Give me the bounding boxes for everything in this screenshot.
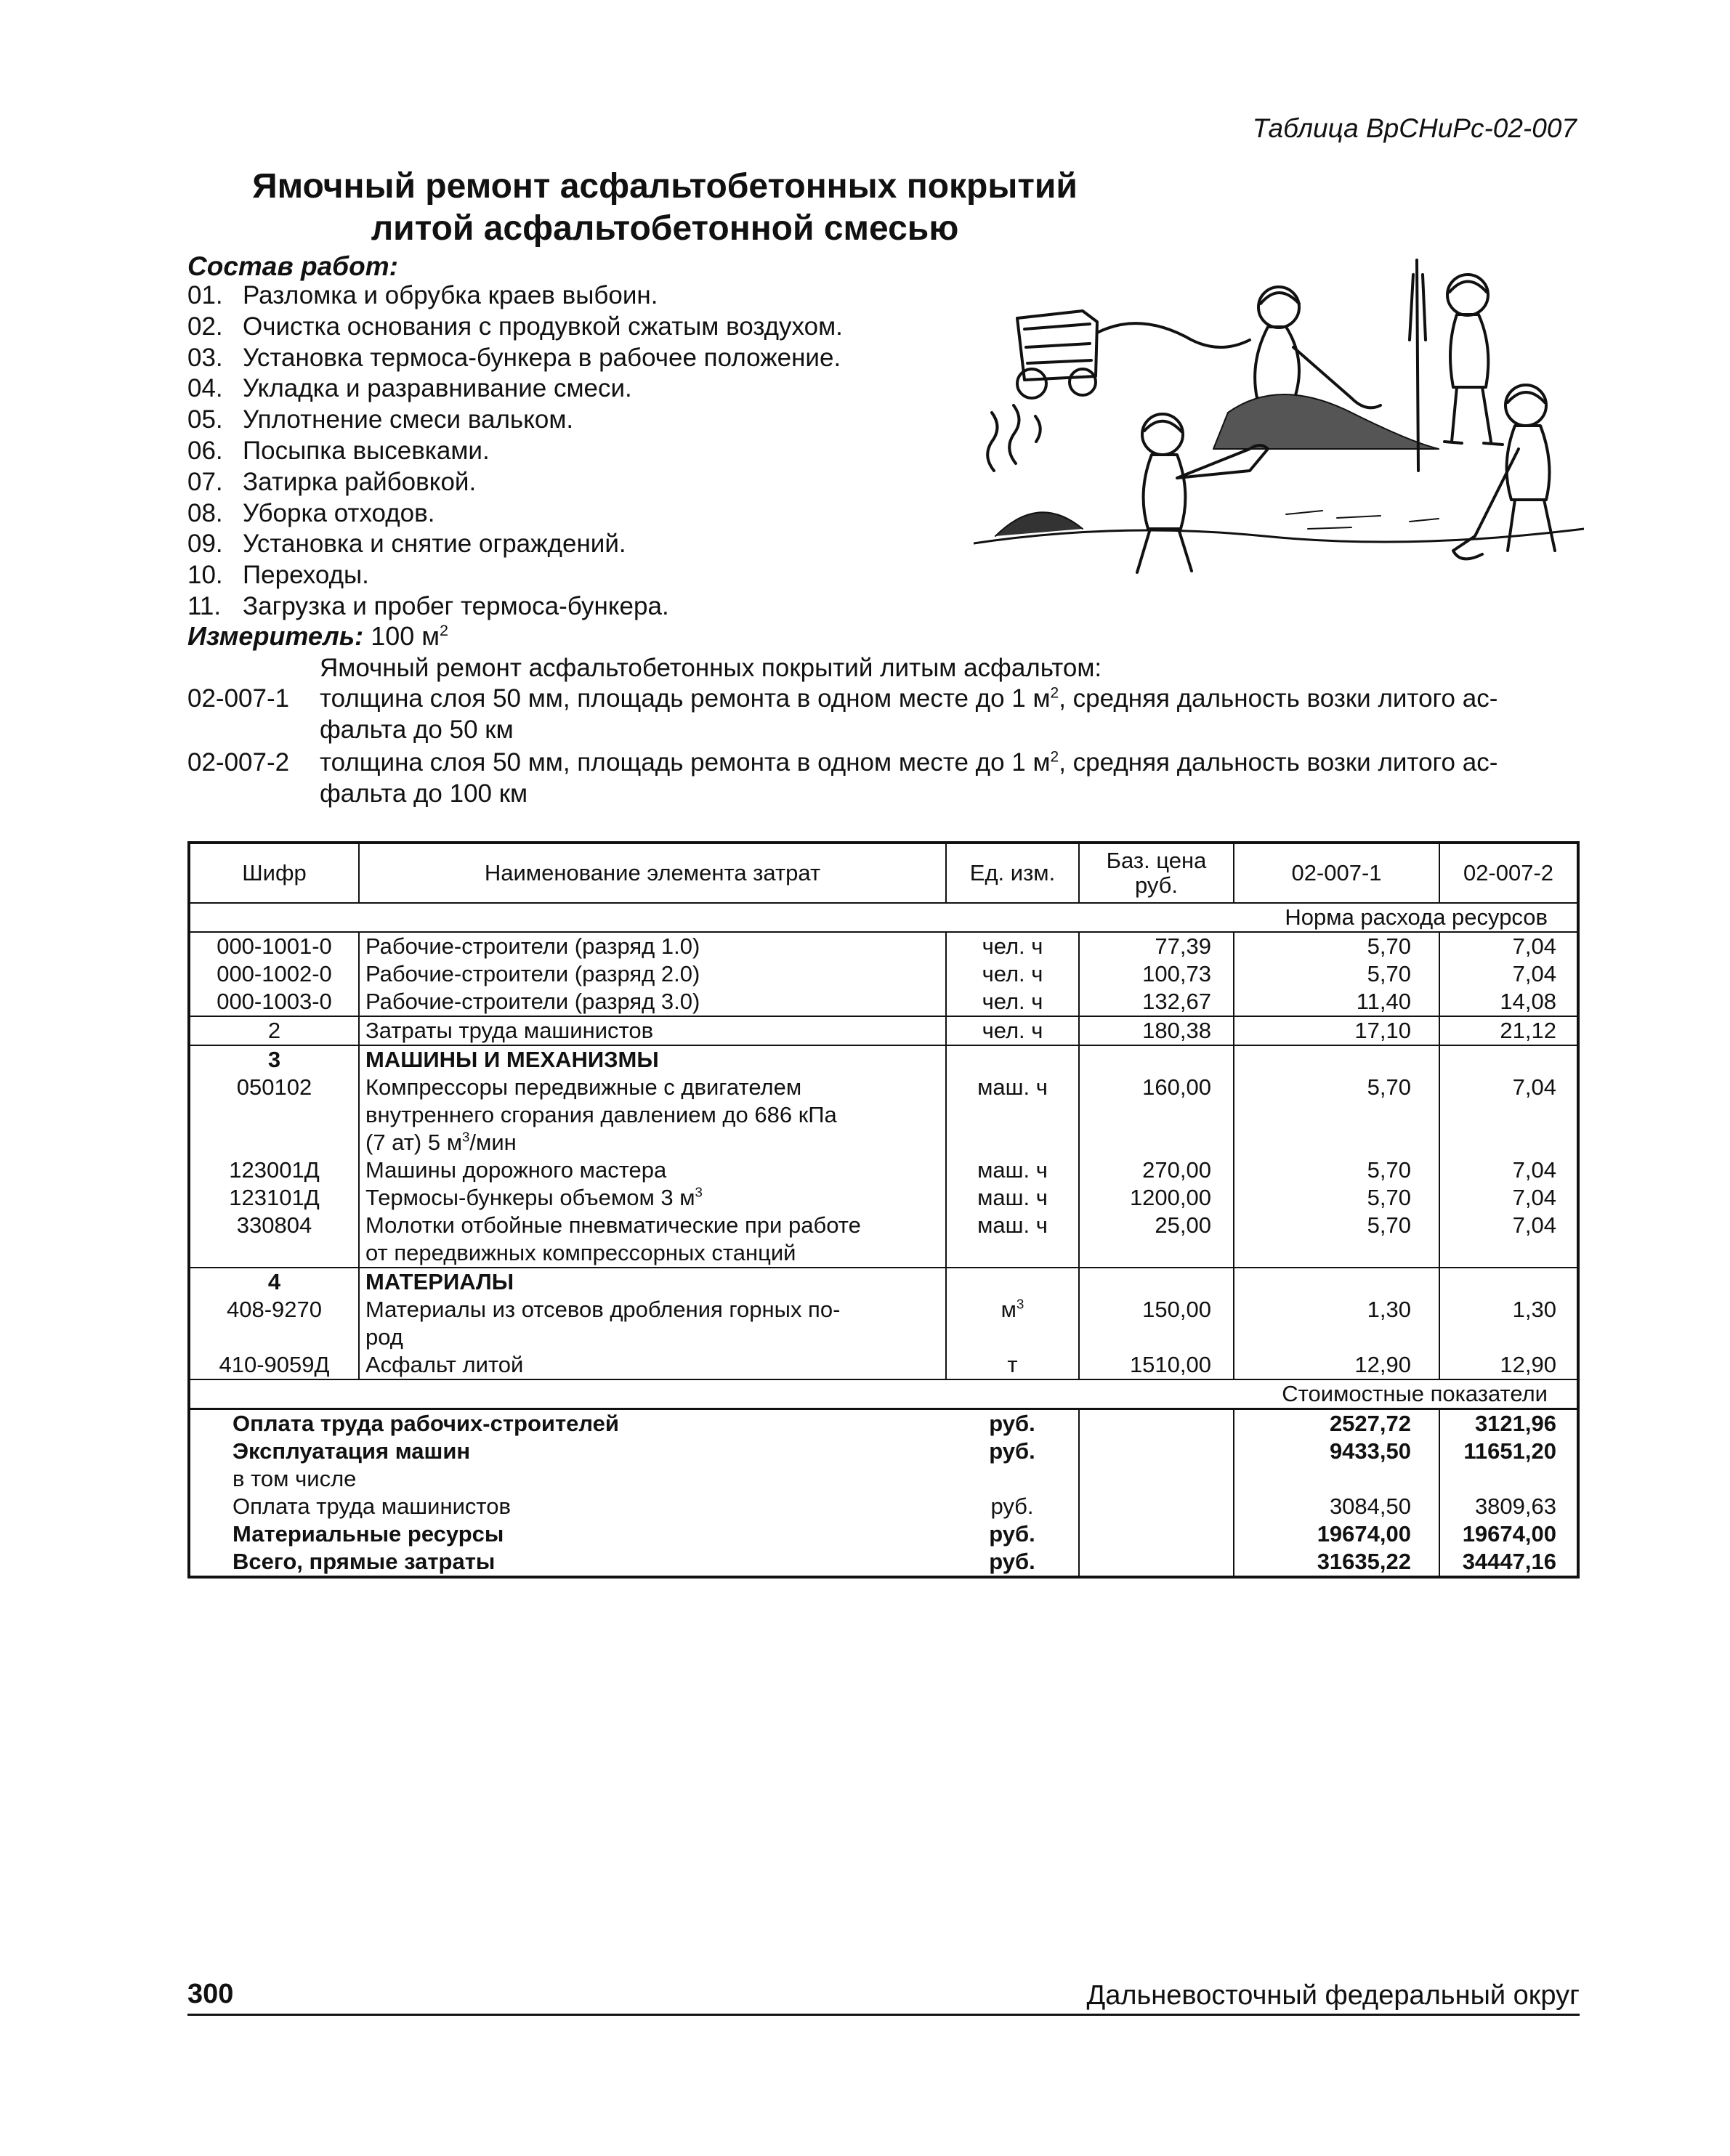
table-row	[189, 1212, 1578, 1268]
row-price: 270,00	[1079, 1156, 1234, 1184]
total-value-1: 9433,50	[1234, 1438, 1439, 1465]
title-line-2: литой асфальтобетонной смесью	[371, 209, 959, 248]
variants-intro: Ямочный ремонт асфальтобетонных покрытий литым асфальтом:	[320, 654, 1102, 682]
row-value-2: 14,08	[1439, 988, 1578, 1016]
variant-line-1a: толщина слоя 50 мм, площадь ремонта в одном месте до 1 м	[320, 684, 1051, 713]
group-name: МАШИНЫ И МЕХАНИЗМЫ	[359, 1045, 946, 1074]
total-value-1: 31635,22	[1234, 1548, 1439, 1577]
table-header-row	[189, 843, 1578, 903]
total-value-1: 3084,50	[1234, 1493, 1439, 1520]
row-price: 1510,00	[1079, 1351, 1234, 1379]
empty-cell	[1079, 1493, 1234, 1520]
work-number: 04.	[187, 374, 223, 403]
variant-sup: 2	[1050, 748, 1059, 766]
table-row	[189, 988, 1578, 1016]
row-code: 000-1002-0	[189, 960, 359, 988]
footer-region: Дальневосточный федеральный округ	[1086, 1980, 1580, 2011]
row-unit: маш. ч	[946, 1212, 1079, 1268]
work-number: 06.	[187, 436, 223, 465]
measurement-unit	[187, 621, 448, 652]
work-text: Уборка отходов.	[243, 498, 435, 527]
table-row	[189, 1074, 1578, 1156]
table-row	[189, 1156, 1578, 1184]
work-number: 09.	[187, 530, 223, 559]
total-value-2	[1439, 1465, 1578, 1493]
row-name-tail: /мин	[469, 1130, 517, 1155]
row-name-text: (7 ат) 5 м	[365, 1130, 463, 1155]
work-item	[187, 436, 843, 467]
total-value-1: 19674,00	[1234, 1520, 1439, 1548]
group-heading-row	[189, 1268, 1578, 1296]
empty-cell	[1234, 1268, 1439, 1296]
row-name-line	[365, 1101, 939, 1129]
work-item	[187, 560, 843, 591]
work-text: Очистка основания с продувкой сжатым воздухом.	[243, 312, 843, 341]
empty-cell	[1079, 1438, 1234, 1465]
row-value-1: 11,40	[1234, 988, 1439, 1016]
section-spacer	[189, 903, 1234, 932]
footer-rule	[187, 2014, 1580, 2016]
work-number: 02.	[187, 312, 223, 341]
row-name-line	[365, 1296, 939, 1324]
row-name-line	[365, 1074, 939, 1101]
work-item	[187, 405, 843, 436]
header-v2: 02-007-2	[1439, 843, 1578, 903]
row-name: Рабочие-строители (разряд 2.0)	[359, 960, 946, 988]
total-value-2: 3121,96	[1439, 1409, 1578, 1438]
row-code: 330804	[189, 1212, 359, 1268]
total-row	[189, 1409, 1578, 1438]
row-code: 123001Д	[189, 1156, 359, 1184]
row-name-sup: 3	[462, 1129, 470, 1145]
variant-line-1	[320, 747, 1584, 778]
header-unit: Ед. изм.	[946, 843, 1079, 903]
work-text: Установка и снятие ограждений.	[243, 530, 626, 559]
header-v1: 02-007-1	[1234, 843, 1439, 903]
work-item	[187, 529, 843, 560]
row-value-2: 1,30	[1512, 1297, 1556, 1322]
group-code: 3	[189, 1045, 359, 1074]
row-unit: чел. ч	[946, 988, 1079, 1016]
meter-label: Измеритель:	[187, 621, 364, 651]
work-text: Установка термоса-бункера в рабочее положение.	[243, 343, 841, 372]
page-number: 300	[187, 1979, 234, 2009]
row-name-line	[365, 1351, 939, 1379]
row-price: 77,39	[1079, 932, 1234, 960]
row-code: 123101Д	[189, 1184, 359, 1212]
row-name-text: внутреннего сгорания давлением до 686 кПа	[365, 1102, 837, 1127]
row-value-1: 5,70	[1234, 932, 1439, 960]
work-number: 08.	[187, 498, 223, 527]
row-name-text: Молотки отбойные пневматические при работе	[365, 1212, 861, 1238]
total-name: Эксплуатация машин	[233, 1438, 471, 1464]
section-label: Стоимостные показатели	[1234, 1379, 1578, 1409]
empty-cell	[1439, 1268, 1578, 1296]
row-unit: т	[946, 1351, 1079, 1379]
header-code: Шифр	[189, 843, 359, 903]
work-item	[187, 343, 843, 374]
empty-cell	[1079, 1465, 1234, 1493]
empty-cell	[1079, 1045, 1234, 1074]
row-value-2: 7,04	[1512, 933, 1556, 959]
empty-cell	[1234, 1045, 1439, 1074]
row-value-1: 5,70	[1234, 960, 1439, 988]
row-code: 408-9270	[189, 1296, 359, 1351]
row-price: 100,73	[1079, 960, 1234, 988]
row-name	[359, 1296, 946, 1351]
row-unit: маш. ч	[946, 1184, 1079, 1212]
row-value-1: 5,70	[1234, 1184, 1439, 1212]
header-price	[1079, 843, 1234, 903]
works-list	[187, 280, 843, 623]
total-unit: руб.	[946, 1520, 1079, 1548]
work-item	[187, 373, 843, 405]
total-unit: руб.	[946, 1409, 1079, 1438]
total-name: в том числе	[233, 1466, 357, 1491]
row-name-text: Термосы-бункеры объемом 3 м	[365, 1185, 695, 1210]
row-name	[359, 1074, 946, 1156]
work-number: 11.	[187, 591, 222, 620]
group-code: 4	[189, 1268, 359, 1296]
work-number: 05.	[187, 405, 223, 434]
row-value-2: 21,12	[1439, 1016, 1578, 1045]
row-name: Рабочие-строители (разряд 1.0)	[359, 932, 946, 960]
row-value-2: 7,04	[1512, 1185, 1556, 1210]
work-item	[187, 312, 843, 343]
section-row	[189, 1379, 1578, 1409]
row-value-1: 5,70	[1234, 1212, 1439, 1268]
works-heading: Состав работ:	[187, 251, 398, 281]
table-row	[189, 932, 1578, 960]
road-workers-illustration	[974, 231, 1584, 587]
row-value-1: 5,70	[1234, 1156, 1439, 1184]
work-text: Посыпка высевками.	[243, 436, 490, 465]
row-unit: чел. ч	[946, 932, 1079, 960]
total-row	[189, 1520, 1578, 1548]
row-code: 000-1001-0	[189, 932, 359, 960]
total-unit	[946, 1465, 1079, 1493]
variant-text	[320, 683, 1584, 745]
total-name: Оплата труда машинистов	[233, 1494, 511, 1519]
variant-code: 02-007-1	[187, 684, 290, 713]
work-text: Переходы.	[243, 561, 369, 590]
row-price: 132,67	[1079, 988, 1234, 1016]
section-row	[189, 903, 1578, 932]
row-name-text: Компрессоры передвижные с двигателем	[365, 1074, 802, 1100]
row-price: 25,00	[1079, 1212, 1234, 1268]
row-code: 050102	[189, 1074, 359, 1156]
section-label: Норма расхода ресурсов	[1234, 903, 1578, 932]
empty-cell	[946, 1045, 1079, 1074]
variant-line-2: фальта до 50 км	[320, 716, 514, 744]
row-price: 180,38	[1079, 1016, 1234, 1045]
row-name-line	[365, 1324, 939, 1351]
work-number: 07.	[187, 467, 223, 496]
table-row	[189, 1296, 1578, 1351]
row-name	[359, 1184, 946, 1212]
work-text: Загрузка и пробег термоса-бункера.	[243, 591, 669, 620]
total-value-2: 19674,00	[1439, 1520, 1578, 1548]
empty-cell	[1079, 1268, 1234, 1296]
empty-cell	[1079, 1520, 1234, 1548]
row-name-line	[365, 1212, 939, 1239]
table-row	[189, 1016, 1578, 1045]
total-value-2: 11651,20	[1439, 1438, 1578, 1465]
row-value-2: 7,04	[1439, 1212, 1578, 1268]
table-row	[189, 1351, 1578, 1379]
row-name-line	[365, 1129, 939, 1156]
total-unit: руб.	[946, 1493, 1079, 1520]
row-name-line	[365, 1156, 939, 1184]
row-name: Затраты труда машинистов	[359, 1016, 946, 1045]
section-spacer	[189, 1379, 1234, 1409]
variant-sup: 2	[1050, 684, 1059, 702]
total-row	[189, 1548, 1578, 1577]
total-value-1	[1234, 1465, 1439, 1493]
row-unit: чел. ч	[946, 960, 1079, 988]
row-value-2: 7,04	[1512, 1157, 1556, 1183]
total-value-2: 34447,16	[1439, 1548, 1578, 1577]
row-name-line	[365, 1239, 939, 1267]
work-number: 01.	[187, 281, 223, 309]
row-name-text: от передвижных компрессорных станций	[365, 1240, 796, 1265]
total-row	[189, 1438, 1578, 1465]
total-name: Материальные ресурсы	[233, 1521, 504, 1547]
row-name-text: Материалы из отсевов дробления горных по-	[365, 1297, 841, 1322]
total-value-2: 3809,63	[1439, 1493, 1578, 1520]
row-code: 000-1003-0	[189, 988, 359, 1016]
title-line-1: Ямочный ремонт асфальтобетонных покрытий	[252, 167, 1078, 206]
empty-cell	[1079, 1548, 1234, 1577]
empty-cell	[1439, 1045, 1578, 1074]
empty-cell	[1079, 1409, 1234, 1438]
variant-line-1b: , средняя дальность возки литого ас-	[1059, 748, 1498, 777]
meter-value: 100 м	[371, 621, 440, 651]
work-item	[187, 467, 843, 498]
meter-sup: 2	[440, 621, 449, 639]
row-code: 410-9059Д	[189, 1351, 359, 1379]
work-number: 10.	[187, 561, 223, 590]
row-value-2: 7,04	[1512, 961, 1556, 986]
row-price: 1200,00	[1079, 1184, 1234, 1212]
variant-code: 02-007-2	[187, 748, 290, 777]
row-value-1: 5,70	[1234, 1074, 1439, 1156]
row-price: 150,00	[1079, 1296, 1234, 1351]
variant-line-1	[320, 683, 1584, 714]
work-number: 03.	[187, 343, 223, 372]
total-row	[189, 1493, 1578, 1520]
table-reference: Таблица ВрСНиРс-02-007	[1252, 113, 1577, 143]
row-unit	[946, 1296, 1079, 1351]
table-row	[189, 1184, 1578, 1212]
row-unit: маш. ч	[946, 1074, 1079, 1156]
variant-text	[320, 747, 1584, 809]
work-text: Затирка райбовкой.	[243, 467, 477, 496]
row-value-1: 17,10	[1234, 1016, 1439, 1045]
row-value-2: 7,04	[1512, 1074, 1556, 1100]
work-text: Укладка и разравнивание смеси.	[243, 374, 632, 403]
total-name: Всего, прямые затраты	[233, 1549, 496, 1574]
variant-line-1a: толщина слоя 50 мм, площадь ремонта в одном месте до 1 м	[320, 748, 1051, 777]
group-heading-row	[189, 1045, 1578, 1074]
row-name	[359, 1156, 946, 1184]
row-name-sup: 3	[695, 1184, 703, 1200]
row-value-1: 12,90	[1234, 1351, 1439, 1379]
row-unit: чел. ч	[946, 1016, 1079, 1045]
row-code: 2	[189, 1016, 359, 1045]
row-name-text: Машины дорожного мастера	[365, 1157, 667, 1183]
total-value-1: 2527,72	[1234, 1409, 1439, 1438]
total-name: Оплата труда рабочих-строителей	[189, 1409, 946, 1438]
row-unit: маш. ч	[946, 1156, 1079, 1184]
header-price-line2: руб.	[1134, 872, 1179, 898]
work-text: Уплотнение смеси вальком.	[243, 405, 574, 434]
row-unit-sup: 3	[1016, 1296, 1024, 1312]
row-name-text: род	[365, 1324, 403, 1350]
work-item	[187, 498, 843, 530]
row-name-text: Асфальт литой	[365, 1352, 524, 1377]
total-row	[189, 1465, 1578, 1493]
header-price-line1: Баз. цена	[1106, 848, 1207, 873]
row-value-2: 12,90	[1500, 1352, 1556, 1377]
row-unit-text: м	[1001, 1297, 1016, 1322]
row-value-1: 1,30	[1234, 1296, 1439, 1351]
header-name: Наименование элемента затрат	[359, 843, 946, 903]
row-name-line	[365, 1184, 939, 1212]
row-price: 160,00	[1079, 1074, 1234, 1156]
work-text: Разломка и обрубка краев выбоин.	[243, 281, 658, 309]
variant-line-1b: , средняя дальность возки литого ас-	[1059, 684, 1498, 713]
work-item	[187, 591, 843, 623]
row-name: Рабочие-строители (разряд 3.0)	[359, 988, 946, 1016]
variant-line-2: фальта до 100 км	[320, 779, 528, 808]
empty-cell	[946, 1268, 1079, 1296]
total-unit: руб.	[946, 1438, 1079, 1465]
group-name: МАТЕРИАЛЫ	[359, 1268, 946, 1296]
row-name	[359, 1351, 946, 1379]
work-item	[187, 280, 843, 312]
total-unit: руб.	[946, 1548, 1079, 1577]
row-name	[359, 1212, 946, 1268]
table-row	[189, 960, 1578, 988]
resource-table	[187, 841, 1580, 1578]
